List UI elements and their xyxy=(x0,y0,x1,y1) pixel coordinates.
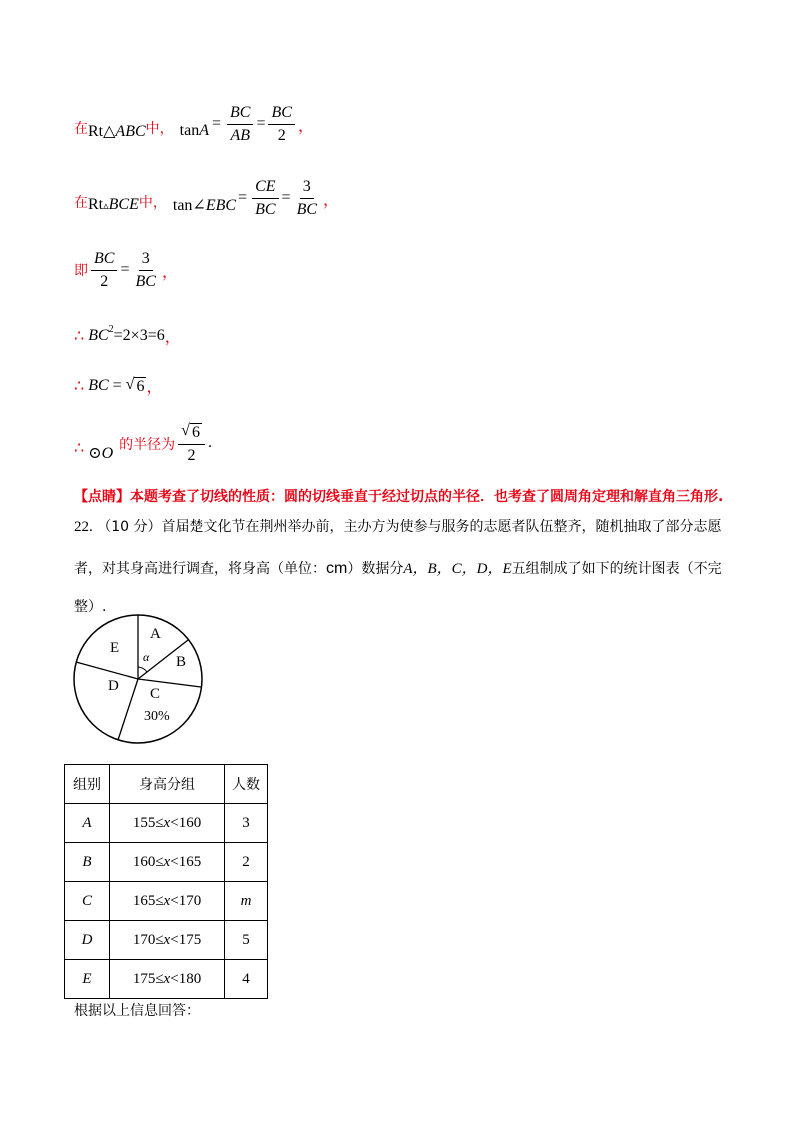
table-row: E 175≤x<180 4 xyxy=(65,960,268,999)
pie-label-alpha: α xyxy=(143,650,150,664)
solution-line-4: ∴ BC $^2$ =2×3=6 ， xyxy=(74,324,181,346)
fraction-3-bc-b: $\frac{3}{BC}$ xyxy=(135,250,156,290)
pie-label-e: E xyxy=(110,640,120,656)
range-cell: 170≤x<175 xyxy=(110,921,225,960)
solution-line-2: 在 Rt▵BCE 中， tan∠EBC = $\frac{CE}{BC}$ = $\frac{3}{BC}$ ， xyxy=(74,178,340,218)
solution-line-3: 即 $\frac{BC}{2}$ = $\frac{3}{BC}$ ， xyxy=(74,250,178,290)
text-zhong: 中， xyxy=(145,121,174,137)
therefore-symbol: ∴ xyxy=(74,327,85,345)
table-row: D 170≤x<175 5 xyxy=(65,921,268,960)
range-cell: 160≤x<165 xyxy=(110,843,225,882)
pie-divider-d-e xyxy=(76,662,138,679)
header-range: 身高分组 xyxy=(110,765,225,804)
header-group: 组别 xyxy=(65,765,110,804)
pie-divider-b-c xyxy=(138,679,201,687)
problem-line-2: 者，对其身高进行调查，将身高（单位：cm）数据分A，B，C，D，E五组制成了如下的统计图表（不完 xyxy=(74,560,722,577)
circle-o: ⊙O xyxy=(88,445,114,463)
problem-22 xyxy=(74,512,734,622)
pie-label-c-percent: 30% xyxy=(144,709,170,724)
solution-line-1: 在 Rt△ABC 中， tanA = $\frac{BC}{AB}$ = $\frac{BC}{2}$ ， xyxy=(74,104,314,144)
pie-label-d: D xyxy=(108,678,119,694)
alpha-arc xyxy=(138,667,147,672)
table-row: C 165≤x<170 m xyxy=(65,882,268,921)
tan-a: tanA xyxy=(179,122,209,140)
range-cell: 165≤x<170 xyxy=(110,882,225,921)
rt-triangle: Rt△ABC xyxy=(88,123,146,141)
solution-line-5: ∴ BC = √ 6 ， xyxy=(74,375,163,396)
fraction-bc-2: $\frac{BC}{2}$ xyxy=(268,104,294,144)
text-zai: 在 xyxy=(74,121,88,137)
table-header-row xyxy=(65,765,268,804)
fraction-sqrt6-2: √ 6 2 xyxy=(178,422,205,464)
pie-divider-c-d xyxy=(118,679,138,740)
pie-label-a: A xyxy=(150,626,161,642)
range-cell: 155≤x<160 xyxy=(110,804,225,843)
pie-chart xyxy=(70,610,210,750)
problem-line-1: 22. （10 分）首届楚文化节在荆州举办前，主办方为使参与服务的志愿者队伍整齐，随机抽取了部分志愿 xyxy=(74,519,722,535)
header-count: 人数 xyxy=(225,765,268,804)
sqrt-6: √ 6 xyxy=(125,375,145,395)
problem-line-3: 整）. xyxy=(74,599,107,615)
height-group-table xyxy=(64,764,268,999)
range-cell: 175≤x<180 xyxy=(110,960,225,999)
answer-prompt: 根据以上信息回答： xyxy=(74,1003,200,1019)
solution-line-6: ∴ ⊙O 的半径为 √ 6 2 . xyxy=(74,422,212,464)
fraction-3-bc: $\frac{3}{BC}$ xyxy=(296,178,318,218)
pie-label-b: B xyxy=(176,654,187,670)
rt-triangle-bce: Rt▵BCE xyxy=(88,196,139,214)
table-row: A 155≤x<160 3 xyxy=(65,804,268,843)
tan-ebc: tan∠EBC xyxy=(172,197,237,215)
fraction-ce-bc: $\frac{CE}{BC}$ xyxy=(252,178,278,218)
fraction-bc-ab: $\frac{BC}{AB}$ xyxy=(227,104,253,144)
key-point-comment: 【点睛】本题考查了切线的性质：圆的切线垂直于经过切点的半径．也考查了圆周角定理和解直角三角形. xyxy=(74,489,724,505)
pie-label-c: C xyxy=(150,686,161,702)
fraction-bc-2-b: $\frac{BC}{2}$ xyxy=(91,250,117,290)
table-row: B 160≤x<165 2 xyxy=(65,843,268,882)
